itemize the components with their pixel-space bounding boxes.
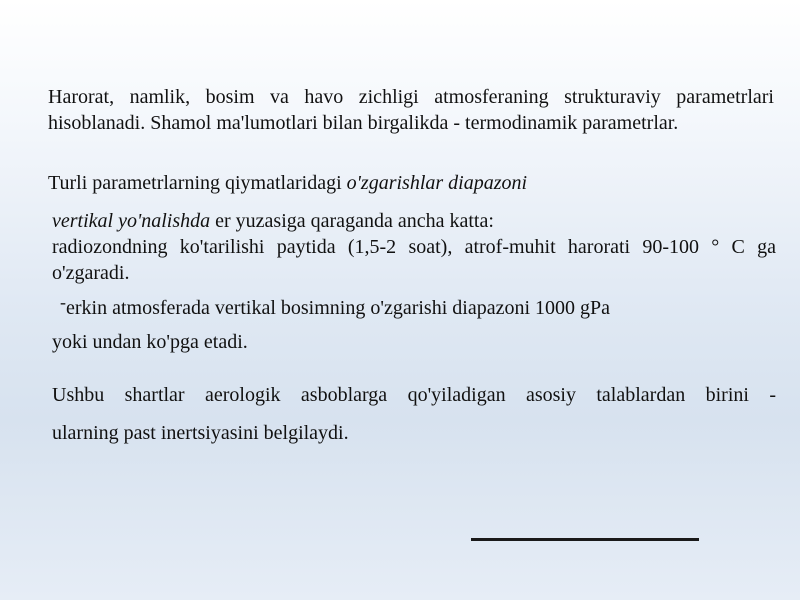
- paragraph-pressure-range: [52, 292, 752, 321]
- variation-range-italic: o'zgarishlar diapazoni: [346, 172, 528, 194]
- paragraph-variation-range: [48, 170, 774, 196]
- vertical-direction-rest: er yuzasiga qaraganda ancha katta:: [210, 210, 494, 232]
- paragraph-pressure-continuation: yoki undan ko'pga etadi.: [52, 331, 248, 353]
- bullet-dash: -: [60, 292, 66, 312]
- paragraph-inertia: ularning past inertsiyasini belgilaydi.: [52, 422, 349, 444]
- paragraph-conditions: Ushbu shartlar aerologik asboblarga qo'yiladigan asosiy talablardan birini -: [52, 384, 776, 406]
- paragraph-structural-parameters: Harorat, namlik, bosim va havo zichligi atmosferaning strukturaviy parametrlari hisoblanadi. Shamol ma'lumotlari bilan birgalikda - termodinamik parametrlar.: [48, 86, 774, 134]
- horizontal-rule: [471, 538, 699, 541]
- variation-range-lead: Turli parametrlarning qiymatlaridagi: [48, 172, 347, 194]
- vertical-direction-italic: vertikal yo'nalishda: [52, 210, 211, 232]
- radiosonde-temperature-text: radiozondning ko'tarilishi paytida (1,5-2 soat), atrof-muhit harorati 90-100 ° C ga o'zgaradi.: [52, 236, 776, 284]
- pressure-range-text: erkin atmosferada vertikal bosimning o'zgarishi diapazoni 1000 gPa: [66, 297, 611, 319]
- paragraph-vertical-direction: [52, 208, 776, 286]
